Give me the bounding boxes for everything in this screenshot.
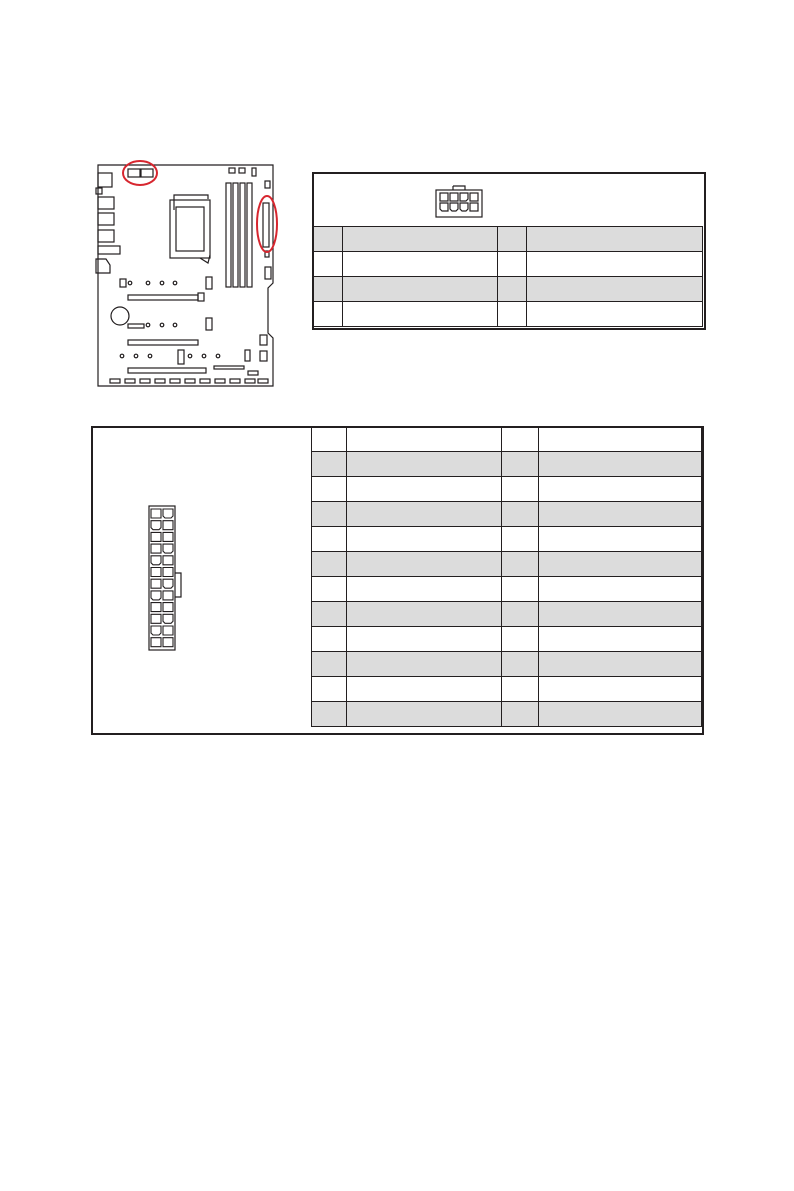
atx-power-pin-table [311,426,702,727]
cpu-power-pin-table [313,226,703,327]
table-row [314,302,703,327]
table-row [312,527,702,552]
connector-pin [163,568,173,577]
connector-pin [151,579,161,588]
connector-pin [151,614,161,623]
connector-pin [163,626,173,635]
table-row [312,477,702,502]
table-row [312,502,702,527]
connector-pin [163,638,173,647]
8-pin-connector-icon [434,183,484,219]
table-row [312,552,702,577]
connector-pin [151,556,161,565]
table-row [312,577,702,602]
table-row [312,652,702,677]
connector-pin [151,626,161,635]
table-row [312,427,702,452]
motherboard-layout-diagram [90,155,285,395]
connector-pin [163,544,173,553]
connector-pin [151,544,161,553]
table-row [312,702,702,727]
table-row [312,677,702,702]
table-row [312,602,702,627]
connector-pin [163,614,173,623]
connector-pin [163,591,173,600]
connector-pin [151,521,161,530]
connector-pin [151,591,161,600]
table-row [314,252,703,277]
table-row [312,627,702,652]
connector-pin [151,638,161,647]
connector-pin [163,521,173,530]
connector-pin [151,603,161,612]
connector-pin [151,568,161,577]
connector-pin [151,532,161,541]
connector-pin [163,603,173,612]
connector-pin [151,509,161,518]
connector-pin [163,556,173,565]
24-pin-connector-icon [146,503,186,653]
connector-pin [163,579,173,588]
connector-pin [163,509,173,518]
table-row [312,452,702,477]
connector-pin [163,532,173,541]
table-row [314,227,703,252]
table-row [314,277,703,302]
